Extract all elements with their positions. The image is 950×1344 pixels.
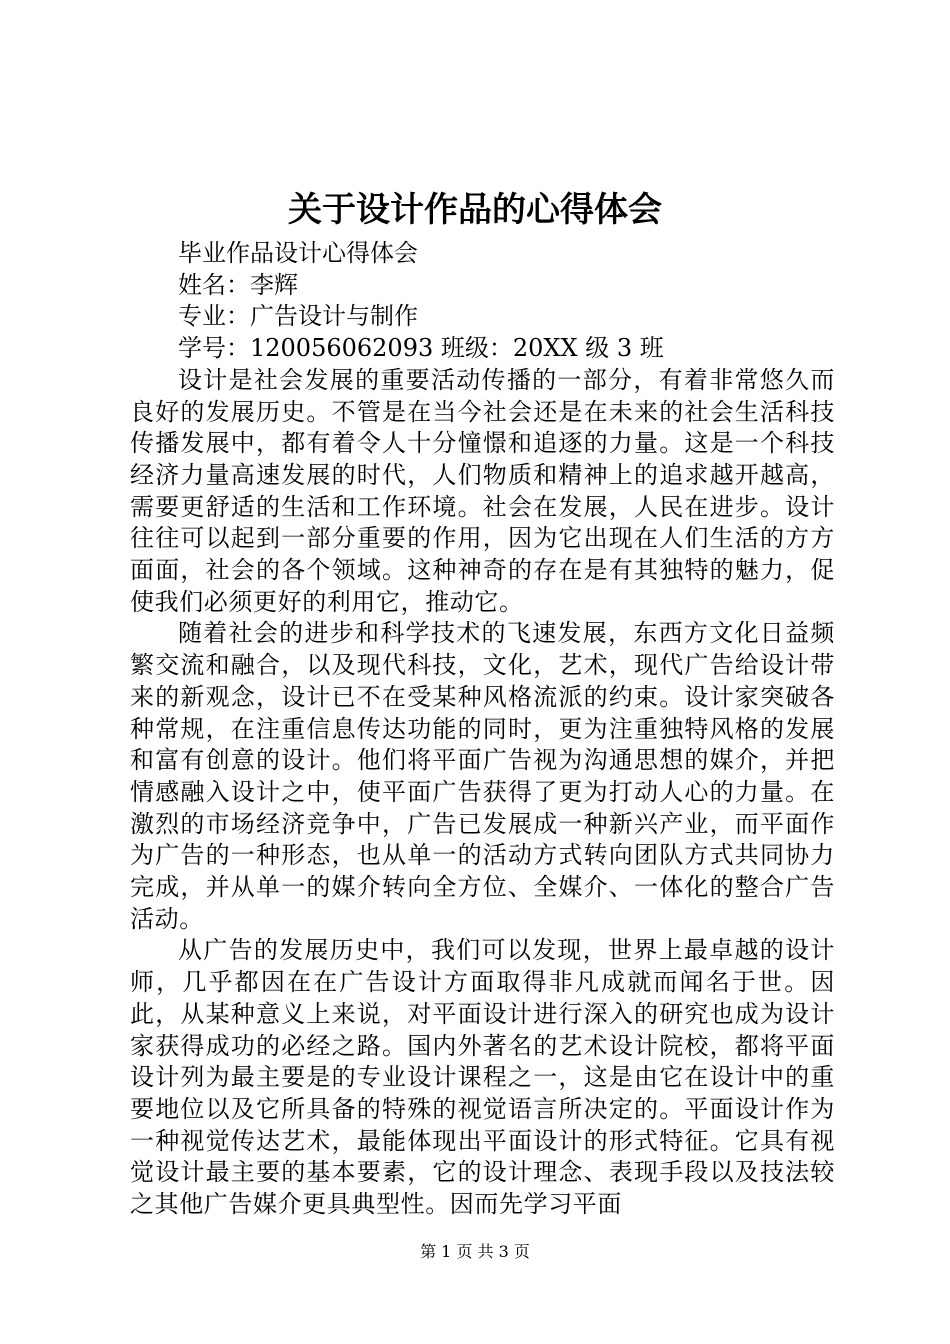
document-title: 关于设计作品的心得体会 bbox=[288, 190, 662, 230]
body-paragraph-1: 设计是社会发展的重要活动传播的一部分，有着非常悠久而良好的发展历史。不管是在当今社会还是在未来的社会生活科技传播发展中，都有着令人十分憧憬和追逐的力量。这是一个科技经济力量高速发展的时代，人们物质和精神上的追求越开越高，需要更舒适的生活和工作环境。社会在发展，人民在进步。设计往往可以起到一部分重要的作用，因为它出现在人们生活的方方面面，社会的各个领域。这种神奇的存在是有其独特的魅力，促使我们必须更好的利用它，推动它。 bbox=[130, 365, 835, 616]
major-line: 专业：广告设计与制作 bbox=[178, 302, 418, 331]
student-id-line: 学号：120056062093 班级：20XX 级 3 班 bbox=[178, 334, 664, 363]
body-paragraph-2: 随着社会的进步和科学技术的飞速发展，东西方文化日益频繁交流和融合，以及现代科技，文化，艺术，现代广告给设计带来的新观念，设计已不在受某种风格流派的约束。设计家突破各种常规，在注重信息传达功能的同时，更为注重独特风格的发展和富有创意的设计。他们将平面广告视为沟通思想的媒介，并把情感融入设计之中，使平面广告获得了更为打动人心的力量。在激烈的市场经济竞争中，广告已发展成一种新兴产业，而平面作为广告的一种形态，也从单一的活动方式转向团队方式共同协力完成，并从单一的媒介转向全方位、全媒介、一体化的整合广告活动。 bbox=[130, 619, 835, 933]
author-name-line: 姓名：李辉 bbox=[178, 270, 298, 299]
subtitle-line: 毕业作品设计心得体会 bbox=[178, 239, 418, 267]
body-paragraph-3: 从广告的发展历史中，我们可以发现，世界上最卓越的设计师，几乎都因在在广告设计方面取得非凡成就而闻名于世。因此，从某种意义上来说，对平面设计进行深入的研究也成为设计家获得成功的必经之路。国内外著名的艺术设计院校，都将平面设计列为最主要是的专业设计课程之一，这是由它在设计中的重要地位以及它所具备的特殊的视觉语言所决定的。平面设计作为一种视觉传达艺术，最能体现出平面设计的形式特征。它具有视觉设计最主要的基本要素，它的设计理念、表现手段以及技法较之其他广告媒介更具典型性。因而先学习平面 bbox=[130, 936, 835, 1219]
page-number-footer: 第 1 页 共 3 页 bbox=[420, 1242, 530, 1261]
document-body bbox=[130, 238, 835, 1221]
